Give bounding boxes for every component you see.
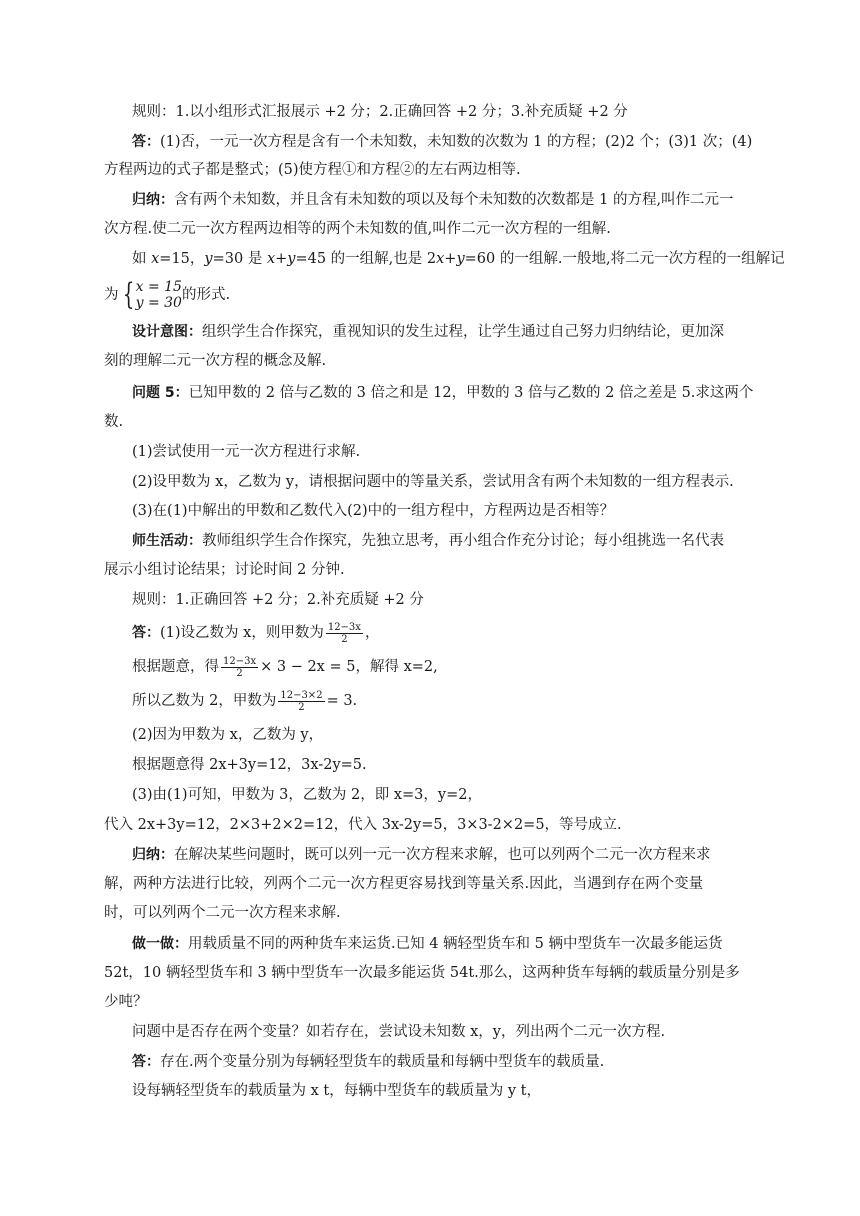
fraction-numerator: 12−3x bbox=[223, 655, 257, 667]
exercise-label: 做一做： bbox=[132, 936, 188, 952]
question-5-line-2: 数. bbox=[104, 414, 124, 430]
question-5-part-3: (3)在(1)中解出的甲数和乙数代入(2)中的一组方程中，方程两边是否相等？ bbox=[132, 503, 615, 519]
example-expr: x+y bbox=[436, 251, 465, 267]
example-text: =45 的一组解,也是 2 bbox=[295, 251, 437, 267]
design-label: 设计意图： bbox=[132, 324, 202, 340]
example-text: =60 的一组解.一般地,将二元一次方程的一组解记 bbox=[464, 251, 785, 267]
activity-line-2: 展示小组讨论结果；讨论时间 2 分钟. bbox=[104, 562, 345, 578]
summary-1-line-2: 次方程.使二元一次方程两边相等的两个未知数的值,叫作二元一次方程的一组解. bbox=[104, 221, 611, 237]
summary-2-line-3: 时，可以列两个二元一次方程来求解. bbox=[104, 905, 341, 921]
answer-text: × 3 − 2x = 5，解得 x=2, bbox=[260, 659, 438, 675]
answer-text: ， bbox=[364, 625, 380, 641]
fraction bbox=[278, 690, 324, 713]
answer-2-line-6: (3)由(1)可知，甲数为 3，乙数为 2，即 x=3，y=2， bbox=[132, 787, 482, 803]
answer-2-line-3 bbox=[132, 688, 756, 714]
question-5-line-1 bbox=[132, 383, 756, 403]
answer-text: 所以乙数为 2，甲数为 bbox=[132, 693, 277, 709]
answer-text: = 3. bbox=[326, 693, 358, 709]
summary-label: 归纳： bbox=[132, 847, 174, 863]
design-text: 组织学生合作探究，重视知识的发生过程，让学生通过自己努力归纳结论，更加深 bbox=[202, 324, 724, 340]
fraction bbox=[326, 622, 363, 645]
question-5-part-1: (1)尝试使用一元一次方程进行求解. bbox=[132, 444, 361, 460]
example-text: 的形式. bbox=[181, 287, 231, 303]
example-text: =15， bbox=[159, 251, 205, 267]
answer-label: 答： bbox=[132, 625, 160, 641]
answer-text: (1)设乙数为 x，则甲数为 bbox=[160, 625, 324, 641]
design-line-1 bbox=[132, 322, 756, 342]
fraction-denominator: 2 bbox=[236, 667, 243, 679]
fraction-denominator: 2 bbox=[298, 701, 305, 713]
summary-2-line-1 bbox=[132, 845, 756, 865]
answer-text: 存在.两个变量分别为每辆轻型货车的载质量和每辆中型货车的载质量. bbox=[160, 1054, 605, 1070]
question-text: 已知甲数的 2 倍与乙数的 3 倍之和是 12，甲数的 3 倍与乙数的 2 倍之差是 5.求这两个 bbox=[188, 385, 754, 401]
answer-2-line-7: 代入 2x+3y=12，2×3+2×2=12，代入 3x-2y=5，3×3-2×2=5，等号成立. bbox=[104, 817, 622, 833]
activity-line-1 bbox=[132, 531, 756, 551]
summary-2-line-2: 解，两种方法进行比较，列两个二元一次方程更容易找到等量关系.因此，当遇到存在两个变量 bbox=[104, 876, 704, 892]
summary-text: 含有两个未知数，并且含有未知数的项以及每个未知数的次数都是 1 的方程,叫作二元一 bbox=[174, 192, 734, 208]
design-line-2: 刻的理解二元一次方程的概念及解. bbox=[104, 353, 327, 369]
answer-text: 根据题意，得 bbox=[132, 659, 219, 675]
answer-2-line-1 bbox=[132, 620, 756, 646]
answer-2-line-5: 根据题意得 2x+3y=12，3x-2y=5. bbox=[132, 757, 367, 773]
system-eq-1: x = 15 bbox=[135, 279, 182, 295]
example-text: =30 是 bbox=[212, 251, 267, 267]
last-line: 设每辆轻型货车的载质量为 x t，每辆中型货车的载质量为 y t， bbox=[132, 1083, 541, 1099]
rule-line-1: 规则：1.以小组形式汇报展示 +2 分；2.正确回答 +2 分；3.补充质疑 +2 分 bbox=[132, 104, 628, 120]
rule-line-2: 规则：1.正确回答 +2 分；2.补充质疑 +2 分 bbox=[132, 592, 424, 608]
example-text: 为 bbox=[104, 287, 119, 303]
example-var-x: x bbox=[151, 251, 160, 267]
answer-label: 答： bbox=[132, 134, 160, 150]
exercise-text: 用载质量不同的两种货车来运货.已知 4 辆轻型货车和 5 辆中型货车一次最多能运货 bbox=[188, 936, 723, 952]
question-5-part-2: (2)设甲数为 x，乙数为 y，请根据问题中的等量关系，尝试用含有两个未知数的一组方程表示. bbox=[132, 474, 734, 490]
exercise-line-1 bbox=[132, 934, 756, 954]
example-line-2 bbox=[104, 278, 756, 312]
answer-text: (1)否，一元一次方程是含有一个未知数，未知数的次数为 1 的方程；(2)2 个；(3)1 次；(4) bbox=[160, 134, 753, 150]
fraction-denominator: 2 bbox=[341, 633, 348, 645]
example-text: 如 bbox=[132, 251, 152, 267]
fraction bbox=[221, 656, 258, 679]
answer-2-line-2 bbox=[132, 654, 756, 680]
summary-text: 在解决某些问题时，既可以列一元一次方程来求解，也可以列两个二元一次方程来求 bbox=[174, 847, 711, 863]
exercise-line-2: 52t，10 辆轻型货车和 3 辆中型货车一次最多能运货 54t.那么，这两种货车每辆的载质量分别是多 bbox=[104, 965, 740, 981]
equation-system bbox=[136, 279, 182, 311]
question-label: 问题 5： bbox=[132, 385, 189, 401]
brace-symbol: { bbox=[122, 277, 134, 312]
answer-1-line-2: 方程两边的式子都是整式；(5)使方程①和方程②的左右两边相等. bbox=[104, 162, 521, 178]
answer-label: 答： bbox=[132, 1054, 160, 1070]
example-var-y: y bbox=[204, 251, 213, 267]
activity-label: 师生活动： bbox=[132, 533, 202, 549]
activity-text: 教师组织学生合作探究，先独立思考，再小组合作充分讨论；每小组挑选一名代表 bbox=[202, 533, 724, 549]
example-expr: x+y bbox=[266, 251, 296, 267]
summary-1-line-1 bbox=[132, 190, 756, 210]
fraction-numerator: 12−3x bbox=[327, 621, 361, 633]
summary-label: 归纳： bbox=[132, 192, 174, 208]
fraction-numerator: 12−3×2 bbox=[280, 689, 323, 701]
system-eq-2: y = 30 bbox=[135, 295, 182, 311]
example-line-1 bbox=[132, 249, 785, 269]
exercise-line-3: 少吨？ bbox=[104, 994, 148, 1010]
answer-1-line-1 bbox=[132, 132, 756, 152]
exercise-question: 问题中是否存在两个变量？如若存在，尝试设未知数 x，y，列出两个二元一次方程. bbox=[132, 1024, 666, 1040]
answer-3-line bbox=[132, 1052, 756, 1072]
answer-2-line-4: (2)因为甲数为 x，乙数为 y， bbox=[132, 727, 324, 743]
